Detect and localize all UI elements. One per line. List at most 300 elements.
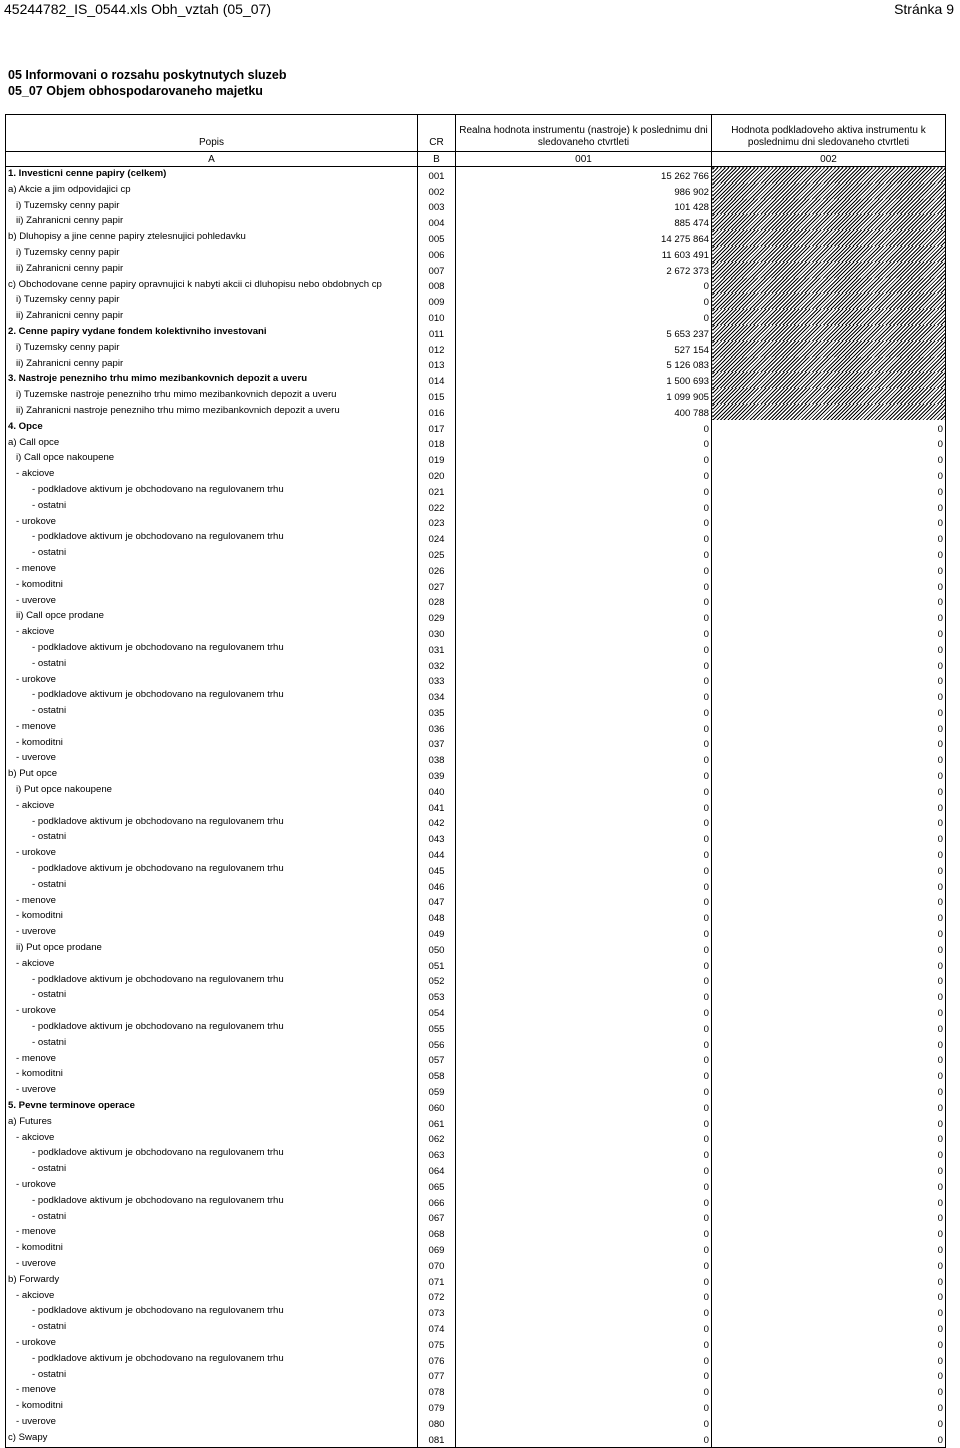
row-value-realna-hodnota: 0 [456, 1289, 712, 1305]
hatched-cell [712, 246, 946, 262]
row-label: - ostatni [6, 988, 418, 1004]
row-value-realna-hodnota: 0 [456, 1336, 712, 1352]
report-title: 05 Informovani o rozsahu poskytnutych sluzeb [8, 68, 287, 82]
table-row [6, 941, 946, 957]
hatched-cell [712, 309, 946, 325]
row-label: i) Put opce nakoupene [6, 783, 418, 799]
row-label: 5. Pevne terminove operace [6, 1099, 418, 1115]
row-label: - menove [6, 1225, 418, 1241]
row-value-podkladove-aktivum: 0 [712, 1020, 946, 1036]
row-label: ii) Zahranicni cenny papir [6, 262, 418, 278]
row-value-podkladove-aktivum: 0 [712, 767, 946, 783]
row-value-podkladove-aktivum: 0 [712, 451, 946, 467]
row-value-podkladove-aktivum: 0 [712, 562, 946, 578]
table-row [6, 1099, 946, 1115]
row-label: - urokove [6, 1004, 418, 1020]
table-row [6, 1067, 946, 1083]
row-label: - ostatni [6, 704, 418, 720]
row-code: 054 [418, 1004, 456, 1020]
row-code: 043 [418, 830, 456, 846]
table-row [6, 1289, 946, 1305]
hatched-cell [712, 341, 946, 357]
row-value-realna-hodnota: 1 500 693 [456, 372, 712, 388]
row-value-realna-hodnota: 400 788 [456, 404, 712, 420]
row-value-podkladove-aktivum: 0 [712, 1431, 946, 1447]
row-value-realna-hodnota: 0 [456, 973, 712, 989]
table-row [6, 625, 946, 641]
row-code: 070 [418, 1257, 456, 1273]
row-code: 076 [418, 1352, 456, 1368]
row-code: 013 [418, 357, 456, 373]
row-value-realna-hodnota: 0 [456, 309, 712, 325]
row-code: 080 [418, 1415, 456, 1431]
row-label: - ostatni [6, 1368, 418, 1384]
row-code: 046 [418, 878, 456, 894]
row-value-realna-hodnota: 5 126 083 [456, 357, 712, 373]
row-value-podkladove-aktivum: 0 [712, 1210, 946, 1226]
table-row [6, 1052, 946, 1068]
table-row [6, 751, 946, 767]
table-row [6, 609, 946, 625]
row-value-realna-hodnota: 0 [456, 467, 712, 483]
table-row [6, 673, 946, 689]
table-row [6, 467, 946, 483]
table-row [6, 325, 946, 341]
row-label: - urokove [6, 1336, 418, 1352]
row-value-podkladove-aktivum: 0 [712, 799, 946, 815]
row-value-realna-hodnota: 0 [456, 957, 712, 973]
row-value-podkladove-aktivum: 0 [712, 1162, 946, 1178]
row-label: i) Tuzemsky cenny papir [6, 246, 418, 262]
table-row [6, 641, 946, 657]
row-value-realna-hodnota: 0 [456, 1273, 712, 1289]
row-label: - podkladove aktivum je obchodovano na regulovanem trhu [6, 973, 418, 989]
row-value-podkladove-aktivum: 0 [712, 1336, 946, 1352]
column-code-a: A [6, 152, 418, 167]
row-code: 057 [418, 1052, 456, 1068]
row-code: 030 [418, 625, 456, 641]
row-value-realna-hodnota: 0 [456, 878, 712, 894]
row-label: - podkladove aktivum je obchodovano na regulovanem trhu [6, 641, 418, 657]
table-row [6, 262, 946, 278]
row-label: - uverove [6, 1083, 418, 1099]
table-row [6, 1320, 946, 1336]
row-value-podkladove-aktivum: 0 [712, 1320, 946, 1336]
row-value-realna-hodnota: 0 [456, 530, 712, 546]
table-row [6, 530, 946, 546]
table-row [6, 1004, 946, 1020]
row-value-realna-hodnota: 0 [456, 1257, 712, 1273]
hatched-cell [712, 230, 946, 246]
row-label: - podkladove aktivum je obchodovano na regulovanem trhu [6, 1020, 418, 1036]
row-value-podkladove-aktivum: 0 [712, 1415, 946, 1431]
row-value-realna-hodnota: 0 [456, 894, 712, 910]
row-code: 075 [418, 1336, 456, 1352]
table-row [6, 515, 946, 531]
row-label: - menove [6, 1383, 418, 1399]
row-code: 066 [418, 1194, 456, 1210]
row-value-podkladove-aktivum: 0 [712, 1004, 946, 1020]
row-label: - uverove [6, 1257, 418, 1273]
row-value-realna-hodnota: 0 [456, 1383, 712, 1399]
row-label: i) Tuzemsky cenny papir [6, 293, 418, 309]
row-code: 018 [418, 436, 456, 452]
row-code: 037 [418, 736, 456, 752]
hatched-cell [712, 199, 946, 215]
row-value-realna-hodnota: 0 [456, 1320, 712, 1336]
row-code: 052 [418, 973, 456, 989]
row-code: 049 [418, 925, 456, 941]
row-value-podkladove-aktivum: 0 [712, 1289, 946, 1305]
row-value-podkladove-aktivum: 0 [712, 736, 946, 752]
table-row [6, 1431, 946, 1447]
row-value-podkladove-aktivum: 0 [712, 1146, 946, 1162]
row-label: 1. Investicni cenne papiry (celkem) [6, 167, 418, 183]
table-row [6, 436, 946, 452]
table-row [6, 862, 946, 878]
row-value-podkladove-aktivum: 0 [712, 846, 946, 862]
hatched-cell [712, 357, 946, 373]
row-label: b) Dluhopisy a jine cenne papiry ztelesnujici pohledavku [6, 230, 418, 246]
row-label: - akciove [6, 799, 418, 815]
hatched-cell [712, 183, 946, 199]
row-value-realna-hodnota: 0 [456, 941, 712, 957]
row-value-realna-hodnota: 0 [456, 499, 712, 515]
table-row [6, 388, 946, 404]
row-value-podkladove-aktivum: 0 [712, 1194, 946, 1210]
row-value-realna-hodnota: 0 [456, 1131, 712, 1147]
table-row [6, 1368, 946, 1384]
row-label: - podkladove aktivum je obchodovano na regulovanem trhu [6, 1194, 418, 1210]
table-row [6, 1194, 946, 1210]
table-row [6, 1241, 946, 1257]
column-code-001: 001 [456, 152, 712, 167]
row-code: 048 [418, 909, 456, 925]
row-code: 058 [418, 1067, 456, 1083]
row-label: - komoditni [6, 736, 418, 752]
row-value-podkladove-aktivum: 0 [712, 815, 946, 831]
row-value-podkladove-aktivum: 0 [712, 688, 946, 704]
hatched-cell [712, 214, 946, 230]
row-code: 072 [418, 1289, 456, 1305]
row-code: 025 [418, 546, 456, 562]
table-row [6, 578, 946, 594]
row-value-realna-hodnota: 0 [456, 925, 712, 941]
table-row [6, 894, 946, 910]
row-label: - uverove [6, 751, 418, 767]
row-code: 069 [418, 1241, 456, 1257]
row-code: 038 [418, 751, 456, 767]
row-label: - uverove [6, 1415, 418, 1431]
row-code: 028 [418, 594, 456, 610]
row-code: 068 [418, 1225, 456, 1241]
row-value-realna-hodnota: 0 [456, 451, 712, 467]
row-code: 035 [418, 704, 456, 720]
row-value-realna-hodnota: 0 [456, 278, 712, 294]
hatched-cell [712, 404, 946, 420]
row-code: 005 [418, 230, 456, 246]
row-code: 020 [418, 467, 456, 483]
row-value-realna-hodnota: 0 [456, 594, 712, 610]
report-table [5, 114, 946, 1448]
row-code: 015 [418, 388, 456, 404]
table-row [6, 594, 946, 610]
row-value-realna-hodnota: 0 [456, 578, 712, 594]
table-row [6, 925, 946, 941]
table-row [6, 767, 946, 783]
row-code: 019 [418, 451, 456, 467]
row-value-podkladove-aktivum: 0 [712, 1083, 946, 1099]
row-code: 021 [418, 483, 456, 499]
row-label: - podkladove aktivum je obchodovano na regulovanem trhu [6, 815, 418, 831]
row-label: - uverove [6, 594, 418, 610]
row-label: - podkladove aktivum je obchodovano na regulovanem trhu [6, 1352, 418, 1368]
row-value-realna-hodnota: 0 [456, 846, 712, 862]
row-label: - ostatni [6, 1210, 418, 1226]
row-value-realna-hodnota: 0 [456, 641, 712, 657]
row-code: 001 [418, 167, 456, 183]
row-code: 006 [418, 246, 456, 262]
row-value-realna-hodnota: 0 [456, 815, 712, 831]
row-value-podkladove-aktivum: 0 [712, 1383, 946, 1399]
table-row [6, 957, 946, 973]
row-value-realna-hodnota: 0 [456, 1304, 712, 1320]
table-row [6, 214, 946, 230]
column-code-002: 002 [712, 152, 946, 167]
table-row [6, 1162, 946, 1178]
row-label: - akciove [6, 957, 418, 973]
table-row [6, 1352, 946, 1368]
row-value-podkladove-aktivum: 0 [712, 704, 946, 720]
table-row [6, 372, 946, 388]
table-row [6, 230, 946, 246]
row-code: 032 [418, 657, 456, 673]
row-label: - ostatni [6, 546, 418, 562]
row-value-podkladove-aktivum: 0 [712, 1368, 946, 1384]
row-code: 042 [418, 815, 456, 831]
row-value-realna-hodnota: 0 [456, 1241, 712, 1257]
row-value-podkladove-aktivum: 0 [712, 988, 946, 1004]
row-label: - menove [6, 894, 418, 910]
table-row [6, 293, 946, 309]
row-value-realna-hodnota: 0 [456, 862, 712, 878]
row-label: - podkladove aktivum je obchodovano na regulovanem trhu [6, 688, 418, 704]
row-value-realna-hodnota: 0 [456, 609, 712, 625]
row-value-podkladove-aktivum: 0 [712, 1273, 946, 1289]
report-subtitle: 05_07 Objem obhospodarovaneho majetku [8, 84, 263, 98]
row-label: - ostatni [6, 830, 418, 846]
row-code: 056 [418, 1036, 456, 1052]
row-value-realna-hodnota: 0 [456, 1194, 712, 1210]
row-value-realna-hodnota: 0 [456, 1178, 712, 1194]
row-value-podkladove-aktivum: 0 [712, 751, 946, 767]
row-label: - urokove [6, 846, 418, 862]
row-value-podkladove-aktivum: 0 [712, 625, 946, 641]
row-value-realna-hodnota: 0 [456, 751, 712, 767]
row-code: 004 [418, 214, 456, 230]
column-code-row [6, 152, 946, 167]
row-code: 017 [418, 420, 456, 436]
row-code: 011 [418, 325, 456, 341]
row-label: a) Futures [6, 1115, 418, 1131]
hatched-cell [712, 293, 946, 309]
row-code: 050 [418, 941, 456, 957]
row-value-realna-hodnota: 0 [456, 1020, 712, 1036]
hatched-cell [712, 372, 946, 388]
row-label: b) Put opce [6, 767, 418, 783]
table-row [6, 1146, 946, 1162]
row-value-realna-hodnota: 14 275 864 [456, 230, 712, 246]
table-row [6, 546, 946, 562]
row-code: 007 [418, 262, 456, 278]
row-value-realna-hodnota: 0 [456, 1431, 712, 1447]
table-row [6, 183, 946, 199]
row-value-realna-hodnota: 0 [456, 1368, 712, 1384]
row-label: 2. Cenne papiry vydane fondem kolektivniho investovani [6, 325, 418, 341]
row-code: 061 [418, 1115, 456, 1131]
row-value-realna-hodnota: 0 [456, 657, 712, 673]
row-code: 047 [418, 894, 456, 910]
row-value-podkladove-aktivum: 0 [712, 530, 946, 546]
row-value-podkladove-aktivum: 0 [712, 483, 946, 499]
row-value-podkladove-aktivum: 0 [712, 957, 946, 973]
column-header-podkladove-aktivum: Hodnota podkladoveho aktiva instrumentu k poslednimu dni sledovaneho ctvrtleti [712, 115, 946, 152]
row-label: - menove [6, 562, 418, 578]
table-row [6, 199, 946, 215]
row-label: - ostatni [6, 1320, 418, 1336]
row-code: 065 [418, 1178, 456, 1194]
row-label: - menove [6, 1052, 418, 1068]
row-code: 034 [418, 688, 456, 704]
row-value-podkladove-aktivum: 0 [712, 1099, 946, 1115]
row-value-realna-hodnota: 0 [456, 1099, 712, 1115]
row-value-realna-hodnota: 0 [456, 293, 712, 309]
hatched-cell [712, 388, 946, 404]
row-label: - akciove [6, 625, 418, 641]
table-row [6, 909, 946, 925]
row-code: 067 [418, 1210, 456, 1226]
row-code: 031 [418, 641, 456, 657]
row-label: ii) Call opce prodane [6, 609, 418, 625]
table-row [6, 1083, 946, 1099]
table-row [6, 167, 946, 183]
row-value-realna-hodnota: 0 [456, 420, 712, 436]
page-number: Stránka 9 [894, 1, 954, 17]
header-row [6, 115, 946, 152]
row-value-realna-hodnota: 0 [456, 909, 712, 925]
row-code: 059 [418, 1083, 456, 1099]
table-row [6, 1036, 946, 1052]
table-row [6, 341, 946, 357]
row-value-podkladove-aktivum: 0 [712, 830, 946, 846]
row-label: ii) Zahranicni nastroje penezniho trhu mimo mezibankovnich depozit a uveru [6, 404, 418, 420]
row-label: - ostatni [6, 878, 418, 894]
row-value-podkladove-aktivum: 0 [712, 436, 946, 452]
table-row [6, 278, 946, 294]
row-code: 055 [418, 1020, 456, 1036]
table-row [6, 404, 946, 420]
row-value-realna-hodnota: 0 [456, 767, 712, 783]
table-row [6, 846, 946, 862]
row-value-realna-hodnota: 0 [456, 625, 712, 641]
table-row [6, 1273, 946, 1289]
table-row [6, 1415, 946, 1431]
row-code: 016 [418, 404, 456, 420]
row-value-podkladove-aktivum: 0 [712, 1352, 946, 1368]
row-label: i) Tuzemske nastroje penezniho trhu mimo mezibankovnich depozit a uveru [6, 388, 418, 404]
row-code: 074 [418, 1320, 456, 1336]
row-code: 073 [418, 1304, 456, 1320]
row-value-realna-hodnota: 986 902 [456, 183, 712, 199]
row-value-realna-hodnota: 5 653 237 [456, 325, 712, 341]
row-value-podkladove-aktivum: 0 [712, 420, 946, 436]
row-value-realna-hodnota: 0 [456, 1115, 712, 1131]
row-code: 033 [418, 673, 456, 689]
row-code: 009 [418, 293, 456, 309]
row-code: 045 [418, 862, 456, 878]
table-row [6, 357, 946, 373]
row-label: - podkladove aktivum je obchodovano na regulovanem trhu [6, 483, 418, 499]
row-code: 081 [418, 1431, 456, 1447]
row-label: - akciove [6, 1289, 418, 1305]
row-value-podkladove-aktivum: 0 [712, 594, 946, 610]
row-value-realna-hodnota: 0 [456, 546, 712, 562]
row-label: - komoditni [6, 1067, 418, 1083]
row-value-realna-hodnota: 0 [456, 720, 712, 736]
row-code: 079 [418, 1399, 456, 1415]
row-label: a) Akcie a jim odpovidajici cp [6, 183, 418, 199]
row-label: - urokove [6, 1178, 418, 1194]
table-row [6, 688, 946, 704]
row-code: 040 [418, 783, 456, 799]
table-row [6, 736, 946, 752]
row-value-podkladove-aktivum: 0 [712, 673, 946, 689]
row-value-podkladove-aktivum: 0 [712, 1257, 946, 1273]
table-row [6, 420, 946, 436]
row-code: 051 [418, 957, 456, 973]
row-value-podkladove-aktivum: 0 [712, 973, 946, 989]
row-label: - akciove [6, 467, 418, 483]
row-value-podkladove-aktivum: 0 [712, 499, 946, 515]
row-value-realna-hodnota: 0 [456, 1399, 712, 1415]
row-value-podkladove-aktivum: 0 [712, 1115, 946, 1131]
hatched-cell [712, 167, 946, 183]
row-label: - ostatni [6, 499, 418, 515]
row-value-realna-hodnota: 527 154 [456, 341, 712, 357]
row-label: i) Tuzemsky cenny papir [6, 199, 418, 215]
row-code: 063 [418, 1146, 456, 1162]
row-label: a) Call opce [6, 436, 418, 452]
table-row [6, 246, 946, 262]
row-value-podkladove-aktivum: 0 [712, 941, 946, 957]
row-code: 062 [418, 1131, 456, 1147]
row-value-podkladove-aktivum: 0 [712, 1399, 946, 1415]
row-code: 039 [418, 767, 456, 783]
row-value-podkladove-aktivum: 0 [712, 1178, 946, 1194]
row-label: - ostatni [6, 1162, 418, 1178]
table-row [6, 499, 946, 515]
row-code: 041 [418, 799, 456, 815]
row-code: 027 [418, 578, 456, 594]
row-value-realna-hodnota: 0 [456, 704, 712, 720]
row-value-realna-hodnota: 0 [456, 1052, 712, 1068]
row-label: - podkladove aktivum je obchodovano na regulovanem trhu [6, 1304, 418, 1320]
row-value-realna-hodnota: 1 099 905 [456, 388, 712, 404]
table-row [6, 1178, 946, 1194]
table-row [6, 1020, 946, 1036]
row-value-realna-hodnota: 0 [456, 1352, 712, 1368]
table-row [6, 1257, 946, 1273]
